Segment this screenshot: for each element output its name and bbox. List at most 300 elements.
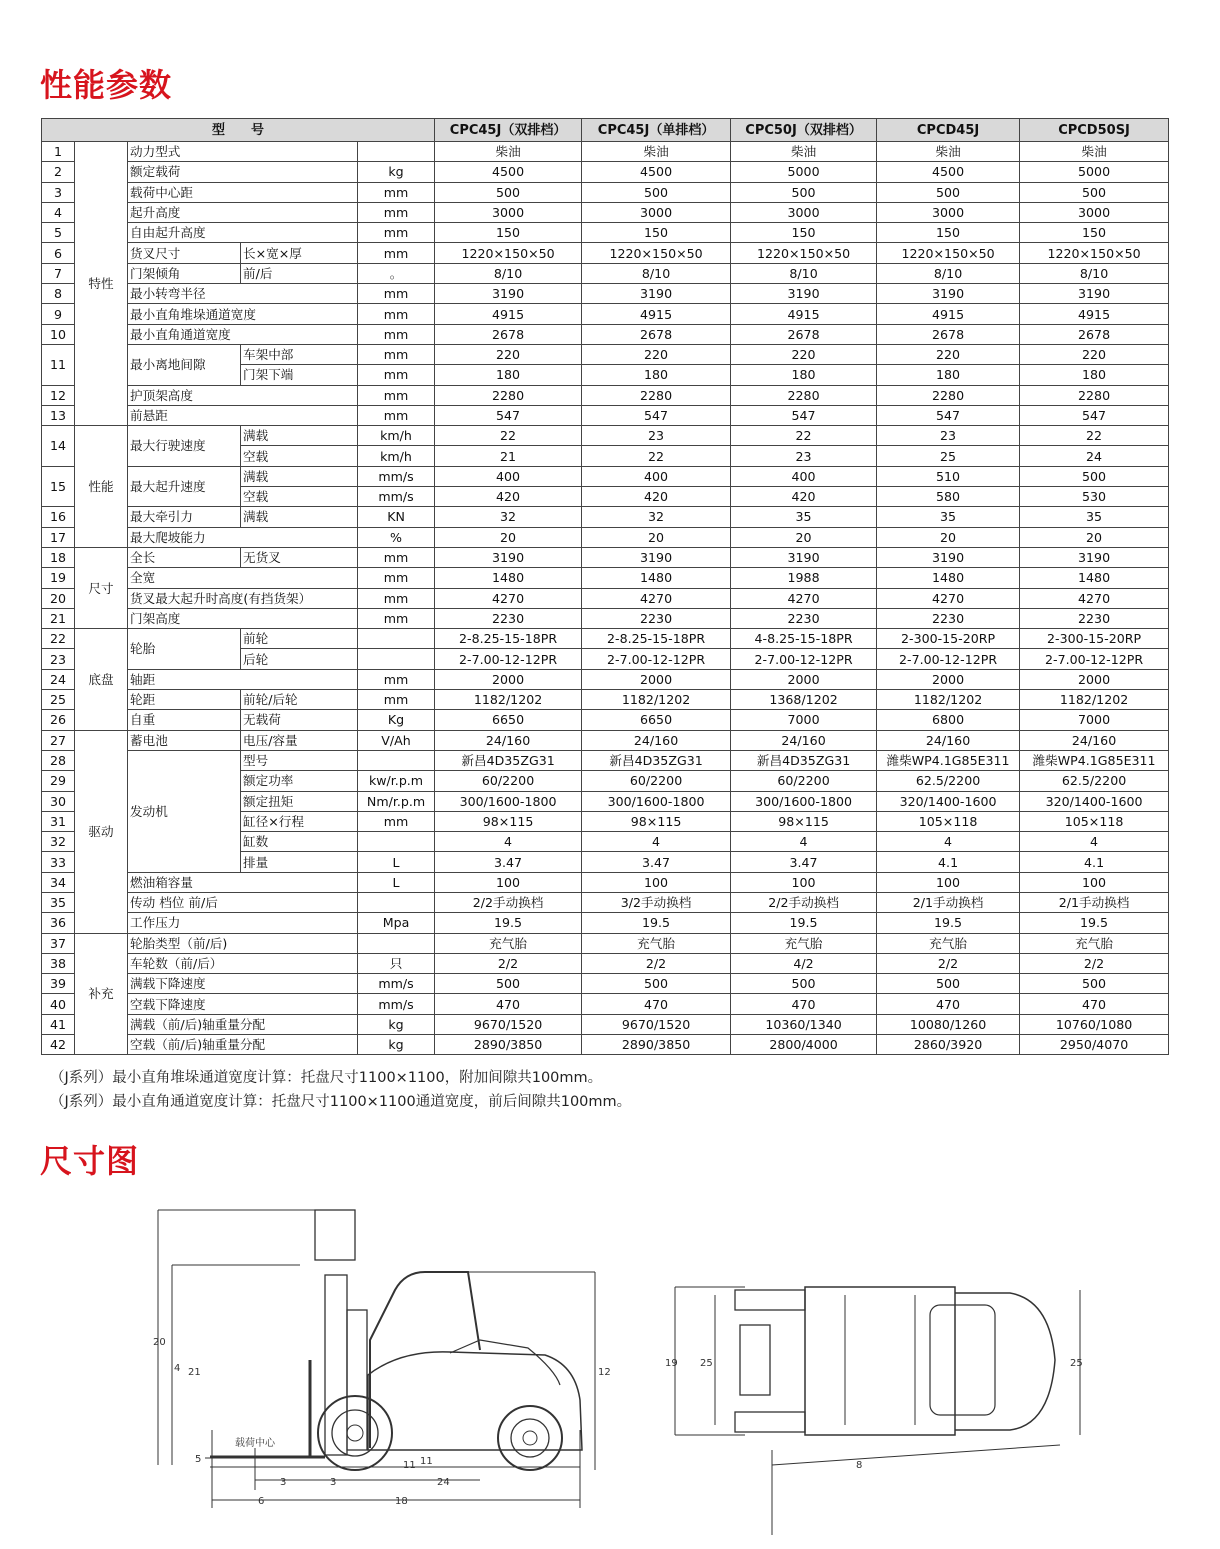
param-sub: 电压/容量: [241, 730, 358, 750]
param-name: 满载（前/后)轴重量分配: [128, 1014, 358, 1034]
spec-value: 22: [731, 426, 877, 446]
row-number: 20: [42, 588, 75, 608]
spec-value: 1480: [435, 568, 582, 588]
spec-value: 500: [435, 182, 582, 202]
spec-value: 4500: [582, 162, 731, 182]
notes: [50, 1066, 631, 1114]
param-unit: mm: [358, 344, 435, 364]
spec-value: 柴油: [1020, 142, 1169, 162]
param-sub: 空载: [241, 487, 358, 507]
row-number: 23: [42, 649, 75, 669]
spec-value: 4500: [435, 162, 582, 182]
spec-value: 35: [1020, 507, 1169, 527]
param-unit: mm: [358, 243, 435, 263]
param-name: 空载（前/后)轴重量分配: [128, 1035, 358, 1055]
spec-value: 3.47: [582, 852, 731, 872]
param-name: 最大行驶速度: [128, 426, 241, 467]
spec-row: [42, 913, 1169, 933]
model-header: CPC45J（单排档）: [582, 119, 731, 142]
spec-value: 6800: [877, 710, 1020, 730]
spec-value: 2678: [435, 324, 582, 344]
param-name: 轮距: [128, 690, 241, 710]
spec-value: 2/1手动换档: [877, 892, 1020, 912]
row-number: 41: [42, 1014, 75, 1034]
spec-value: 500: [435, 974, 582, 994]
param-unit: Mpa: [358, 913, 435, 933]
spec-row: [42, 568, 1169, 588]
spec-value: 547: [435, 405, 582, 425]
spec-value: 35: [877, 507, 1020, 527]
spec-value: 420: [582, 487, 731, 507]
spec-value: 3190: [582, 284, 731, 304]
row-number: 40: [42, 994, 75, 1014]
param-name: 载荷中心距: [128, 182, 358, 202]
spec-value: 105×118: [1020, 811, 1169, 831]
param-sub: 后轮: [241, 649, 358, 669]
spec-row: [42, 608, 1169, 628]
spec-value: 1480: [582, 568, 731, 588]
spec-value: 3190: [1020, 284, 1169, 304]
spec-value: 22: [582, 446, 731, 466]
note-line: （J系列）最小直角通道宽度计算：托盘尺寸1100×1100通道宽度，前后间隙共100mm。: [50, 1094, 632, 1110]
spec-row: [42, 1035, 1169, 1055]
dim-label: 6: [258, 1496, 265, 1507]
group-label: 底盘: [75, 629, 128, 730]
spec-value: 3190: [877, 284, 1020, 304]
spec-value: 500: [582, 182, 731, 202]
spec-value: 2230: [877, 608, 1020, 628]
row-number: 14: [42, 426, 75, 467]
spec-value: 8/10: [582, 263, 731, 283]
spec-value: 10360/1340: [731, 1014, 877, 1034]
spec-value: 9670/1520: [582, 1014, 731, 1034]
param-sub: 缸数: [241, 832, 358, 852]
spec-row: [42, 872, 1169, 892]
model-header: CPCD50SJ: [1020, 119, 1169, 142]
group-label: 尺寸: [75, 547, 128, 628]
param-name: 发动机: [128, 750, 241, 872]
spec-value: 470: [582, 994, 731, 1014]
spec-value: 2-7.00-12-12PR: [435, 649, 582, 669]
spec-value: 8/10: [1020, 263, 1169, 283]
spec-value: 2230: [1020, 608, 1169, 628]
spec-value: 3190: [435, 547, 582, 567]
spec-value: 4.1: [877, 852, 1020, 872]
spec-value: 547: [731, 405, 877, 425]
spec-value: 500: [1020, 974, 1169, 994]
spec-value: 新昌4D35ZG31: [582, 750, 731, 770]
row-number: 8: [42, 284, 75, 304]
param-unit: mm: [358, 608, 435, 628]
spec-value: 1368/1202: [731, 690, 877, 710]
spec-value: 2678: [731, 324, 877, 344]
param-unit: km/h: [358, 426, 435, 446]
spec-value: 98×115: [582, 811, 731, 831]
spec-value: 2-300-15-20RP: [1020, 629, 1169, 649]
spec-value: 6650: [582, 710, 731, 730]
spec-row: [42, 1014, 1169, 1034]
spec-value: 8/10: [877, 263, 1020, 283]
param-unit: L: [358, 872, 435, 892]
param-name: 前悬距: [128, 405, 358, 425]
spec-value: 22: [1020, 426, 1169, 446]
spec-value: 500: [1020, 466, 1169, 486]
spec-value: 2-7.00-12-12PR: [877, 649, 1020, 669]
spec-row: [42, 527, 1169, 547]
spec-row: [42, 994, 1169, 1014]
row-number: 39: [42, 974, 75, 994]
spec-value: 180: [582, 365, 731, 385]
param-unit: mm: [358, 811, 435, 831]
row-number: 3: [42, 182, 75, 202]
row-number: 7: [42, 263, 75, 283]
model-header: CPC45J（双排档）: [435, 119, 582, 142]
row-number: 36: [42, 913, 75, 933]
spec-row: [42, 933, 1169, 953]
spec-value: 潍柴WP4.1G85E311: [1020, 750, 1169, 770]
spec-value: 2-7.00-12-12PR: [582, 649, 731, 669]
spec-row: [42, 730, 1169, 750]
param-unit: [358, 750, 435, 770]
side-view-drawing: [150, 1200, 620, 1520]
spec-value: 充气胎: [435, 933, 582, 953]
spec-value: 60/2200: [582, 771, 731, 791]
spec-value: 1220×150×50: [1020, 243, 1169, 263]
dim-label: 3: [280, 1477, 287, 1488]
param-unit: mm: [358, 669, 435, 689]
spec-value: 4270: [877, 588, 1020, 608]
top-view-drawing: [660, 1275, 1090, 1540]
spec-value: 1182/1202: [877, 690, 1020, 710]
spec-value: 1182/1202: [435, 690, 582, 710]
spec-value: 300/1600-1800: [582, 791, 731, 811]
spec-value: 2000: [877, 669, 1020, 689]
param-name: 自由起升高度: [128, 223, 358, 243]
param-sub: 缸径×行程: [241, 811, 358, 831]
spec-row: [42, 629, 1169, 649]
param-unit: kw/r.p.m: [358, 771, 435, 791]
param-unit: Kg: [358, 710, 435, 730]
param-unit: km/h: [358, 446, 435, 466]
param-name: 传动 档位 前/后: [128, 892, 358, 912]
spec-value: 2860/3920: [877, 1035, 1020, 1055]
row-number: 34: [42, 872, 75, 892]
spec-value: 4: [1020, 832, 1169, 852]
spec-value: 24/160: [1020, 730, 1169, 750]
param-unit: mm: [358, 365, 435, 385]
spec-value: 98×115: [731, 811, 877, 831]
dim-label: 11: [420, 1456, 433, 1467]
param-unit: mm/s: [358, 466, 435, 486]
row-number: 31: [42, 811, 75, 831]
spec-value: 300/1600-1800: [435, 791, 582, 811]
spec-body: [42, 142, 1169, 1055]
spec-row: [42, 892, 1169, 912]
param-name: 最小离地间隙: [128, 344, 241, 385]
param-unit: [358, 933, 435, 953]
param-unit: L: [358, 852, 435, 872]
param-unit: [358, 142, 435, 162]
spec-value: 23: [877, 426, 1020, 446]
param-name: 门架高度: [128, 608, 358, 628]
spec-value: 4: [582, 832, 731, 852]
row-number: 2: [42, 162, 75, 182]
spec-value: 3000: [1020, 202, 1169, 222]
spec-row: [42, 202, 1169, 222]
param-name: 最小转弯半径: [128, 284, 358, 304]
spec-value: 柴油: [582, 142, 731, 162]
param-sub: 前轮/后轮: [241, 690, 358, 710]
param-unit: mm: [358, 405, 435, 425]
spec-value: 500: [877, 974, 1020, 994]
param-sub: 长×宽×厚: [241, 243, 358, 263]
dim-label: 11: [403, 1460, 416, 1471]
row-number: 18: [42, 547, 75, 567]
param-unit: mm/s: [358, 994, 435, 1014]
spec-value: 60/2200: [731, 771, 877, 791]
spec-value: 2280: [877, 385, 1020, 405]
param-unit: mm/s: [358, 487, 435, 507]
spec-value: 3190: [731, 284, 877, 304]
spec-value: 4270: [582, 588, 731, 608]
param-unit: mm: [358, 324, 435, 344]
spec-value: 2280: [1020, 385, 1169, 405]
spec-value: 4/2: [731, 953, 877, 973]
spec-header-row: [42, 119, 1169, 142]
spec-value: 9670/1520: [435, 1014, 582, 1034]
spec-value: 500: [731, 182, 877, 202]
param-name: 门架倾角: [128, 263, 241, 283]
spec-row: [42, 588, 1169, 608]
spec-value: 220: [582, 344, 731, 364]
spec-value: 2950/4070: [1020, 1035, 1169, 1055]
spec-value: 2230: [731, 608, 877, 628]
spec-value: 105×118: [877, 811, 1020, 831]
spec-value: 500: [582, 974, 731, 994]
spec-value: 2000: [435, 669, 582, 689]
spec-value: 1480: [1020, 568, 1169, 588]
spec-value: 19.5: [1020, 913, 1169, 933]
param-unit: KN: [358, 507, 435, 527]
row-number: 9: [42, 304, 75, 324]
param-name: 空载下降速度: [128, 994, 358, 1014]
spec-value: 60/2200: [435, 771, 582, 791]
param-sub: 前轮: [241, 629, 358, 649]
param-unit: mm: [358, 568, 435, 588]
spec-value: 470: [1020, 994, 1169, 1014]
spec-value: 19.5: [731, 913, 877, 933]
param-name: 全长: [128, 547, 241, 567]
spec-value: 21: [435, 446, 582, 466]
group-label: 补充: [75, 933, 128, 1055]
spec-row: [42, 304, 1169, 324]
spec-value: 470: [877, 994, 1020, 1014]
param-name: 护顶架高度: [128, 385, 358, 405]
spec-value: 500: [877, 182, 1020, 202]
param-unit: %: [358, 527, 435, 547]
param-unit: [358, 649, 435, 669]
param-unit: [358, 892, 435, 912]
param-unit: mm: [358, 385, 435, 405]
param-unit: [358, 629, 435, 649]
spec-value: 100: [877, 872, 1020, 892]
spec-row: [42, 547, 1169, 567]
spec-value: 4270: [435, 588, 582, 608]
spec-value: 150: [582, 223, 731, 243]
param-name: 货叉最大起升时高度(有挡货架）: [128, 588, 358, 608]
param-unit: kg: [358, 1035, 435, 1055]
param-sub: 满载: [241, 466, 358, 486]
spec-value: 320/1400-1600: [877, 791, 1020, 811]
spec-value: 24/160: [582, 730, 731, 750]
spec-value: 4270: [1020, 588, 1169, 608]
row-number: 26: [42, 710, 75, 730]
spec-value: 220: [435, 344, 582, 364]
param-name: 最小直角通道宽度: [128, 324, 358, 344]
spec-value: 20: [1020, 527, 1169, 547]
spec-value: 充气胎: [731, 933, 877, 953]
dim-label: 8: [856, 1460, 863, 1471]
spec-value: 5000: [731, 162, 877, 182]
spec-value: 2280: [582, 385, 731, 405]
spec-value: 2890/3850: [435, 1035, 582, 1055]
spec-value: 2678: [1020, 324, 1169, 344]
spec-value: 2/2: [877, 953, 1020, 973]
spec-value: 4: [877, 832, 1020, 852]
spec-value: 150: [1020, 223, 1169, 243]
spec-value: 10080/1260: [877, 1014, 1020, 1034]
spec-row: [42, 669, 1169, 689]
spec-value: 8/10: [731, 263, 877, 283]
spec-value: 1182/1202: [582, 690, 731, 710]
param-sub: 空载: [241, 446, 358, 466]
spec-value: 510: [877, 466, 1020, 486]
row-number: 28: [42, 750, 75, 770]
spec-value: 24/160: [877, 730, 1020, 750]
spec-value: 3/2手动换档: [582, 892, 731, 912]
row-number: 12: [42, 385, 75, 405]
spec-row: [42, 953, 1169, 973]
spec-value: 20: [435, 527, 582, 547]
spec-value: 24: [1020, 446, 1169, 466]
param-name: 货叉尺寸: [128, 243, 241, 263]
spec-value: 4.1: [1020, 852, 1169, 872]
spec-value: 500: [1020, 182, 1169, 202]
spec-value: 2678: [877, 324, 1020, 344]
param-name: 最大起升速度: [128, 466, 241, 507]
spec-value: 32: [435, 507, 582, 527]
param-name: 蓄电池: [128, 730, 241, 750]
row-number: 17: [42, 527, 75, 547]
row-number: 15: [42, 466, 75, 507]
spec-value: 新昌4D35ZG31: [731, 750, 877, 770]
param-sub: 门架下端: [241, 365, 358, 385]
spec-value: 19.5: [582, 913, 731, 933]
spec-row: [42, 466, 1169, 486]
row-number: 37: [42, 933, 75, 953]
param-unit: mm: [358, 304, 435, 324]
spec-value: 23: [731, 446, 877, 466]
param-sub: 排量: [241, 852, 358, 872]
param-name: 额定载荷: [128, 162, 358, 182]
model-header: CPCD45J: [877, 119, 1020, 142]
param-name: 最小直角堆垛通道宽度: [128, 304, 358, 324]
spec-value: 98×115: [435, 811, 582, 831]
dim-label: 20: [153, 1337, 166, 1348]
param-name: 工作压力: [128, 913, 358, 933]
spec-value: 2-8.25-15-18PR: [435, 629, 582, 649]
spec-row: [42, 690, 1169, 710]
dim-label: 3: [330, 1477, 337, 1488]
spec-table: [41, 118, 1169, 1055]
spec-value: 100: [1020, 872, 1169, 892]
spec-value: 2-300-15-20RP: [877, 629, 1020, 649]
spec-value: 2/2手动换档: [435, 892, 582, 912]
group-label: 驱动: [75, 730, 128, 933]
spec-value: 420: [435, 487, 582, 507]
spec-value: 470: [731, 994, 877, 1014]
spec-row: [42, 507, 1169, 527]
row-number: 42: [42, 1035, 75, 1055]
param-sub: 无货叉: [241, 547, 358, 567]
param-unit: mm/s: [358, 974, 435, 994]
param-sub: 满载: [241, 507, 358, 527]
spec-row: [42, 243, 1169, 263]
row-number: 25: [42, 690, 75, 710]
spec-value: 柴油: [877, 142, 1020, 162]
spec-value: 150: [731, 223, 877, 243]
spec-value: 180: [731, 365, 877, 385]
spec-value: 400: [582, 466, 731, 486]
note-line: （J系列）最小直角堆垛通道宽度计算：托盘尺寸1100×1100，附加间隙共100mm。: [50, 1070, 603, 1086]
spec-value: 2230: [582, 608, 731, 628]
param-sub: 额定功率: [241, 771, 358, 791]
param-name: 轮胎: [128, 629, 241, 670]
spec-value: 24/160: [435, 730, 582, 750]
param-sub: 无载荷: [241, 710, 358, 730]
type-header: 型 号: [42, 119, 435, 142]
param-unit: mm: [358, 690, 435, 710]
spec-value: 2800/4000: [731, 1035, 877, 1055]
spec-value: 20: [731, 527, 877, 547]
spec-row: [42, 405, 1169, 425]
param-name: 轴距: [128, 669, 358, 689]
spec-value: 220: [1020, 344, 1169, 364]
spec-value: 180: [435, 365, 582, 385]
spec-row: [42, 974, 1169, 994]
spec-row: [42, 344, 1169, 364]
spec-value: 220: [731, 344, 877, 364]
param-unit: [358, 832, 435, 852]
param-sub: 型号: [241, 750, 358, 770]
spec-value: 20: [582, 527, 731, 547]
spec-value: 充气胎: [582, 933, 731, 953]
spec-value: 3000: [435, 202, 582, 222]
spec-row: [42, 182, 1169, 202]
spec-value: 20: [877, 527, 1020, 547]
spec-value: 25: [877, 446, 1020, 466]
row-number: 27: [42, 730, 75, 750]
spec-value: 400: [731, 466, 877, 486]
dim-label: 18: [395, 1496, 408, 1507]
spec-value: 2-7.00-12-12PR: [1020, 649, 1169, 669]
spec-value: 7000: [1020, 710, 1169, 730]
spec-value: 220: [877, 344, 1020, 364]
spec-value: 100: [582, 872, 731, 892]
param-name: 全宽: [128, 568, 358, 588]
spec-value: 100: [435, 872, 582, 892]
row-number: 29: [42, 771, 75, 791]
